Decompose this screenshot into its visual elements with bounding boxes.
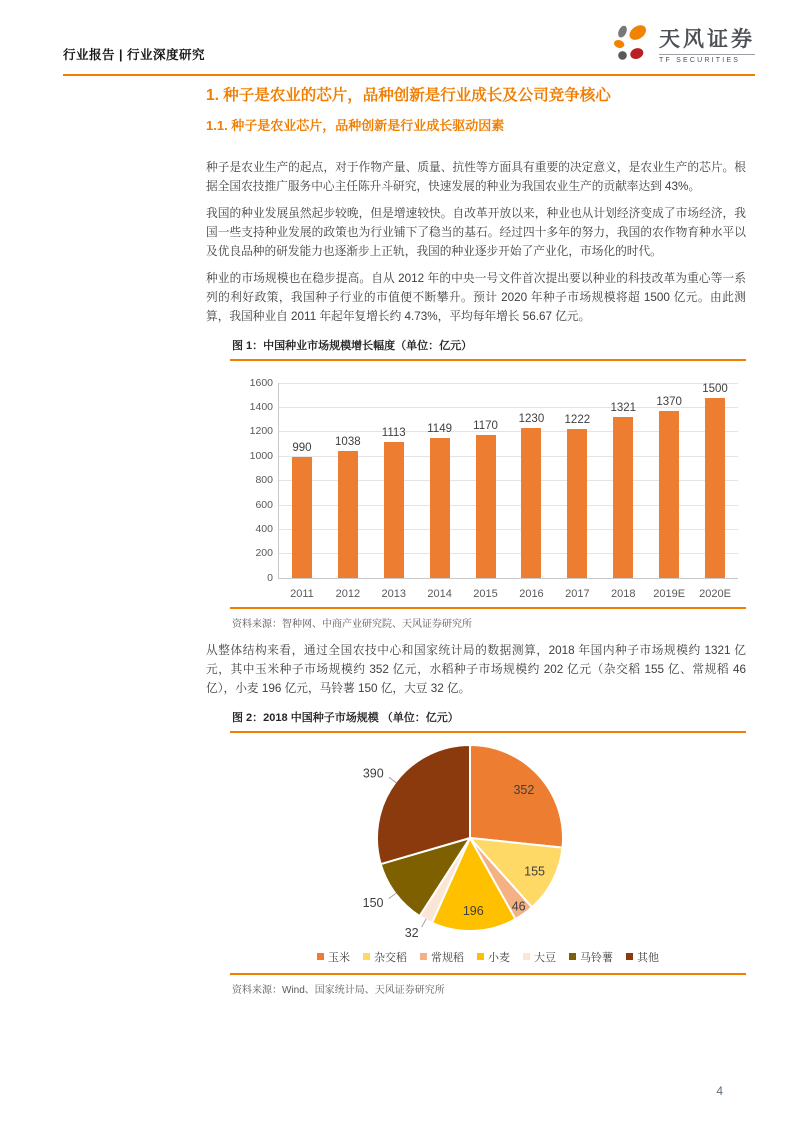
bar-value-label: 1321 [610, 401, 637, 414]
x-tick-label: 2018 [611, 587, 636, 600]
figure-2 [230, 709, 746, 998]
paragraph-1: 种子是农业生产的起点，对于作物产量、质量、抗性等方面具有重要的决定意义，是农业生产的芯片。根据全国农技推广服务中心主任陈升斗研究，快速发展的种业为我国农业生产的贡献率达到 43%。 [206, 161, 746, 193]
logo-name-cn: 天风证券 [659, 28, 755, 52]
legend-swatch [317, 953, 324, 960]
logo-name-en: TF SECURITIES [659, 54, 755, 64]
bar-column [371, 383, 417, 600]
label-leader-line [389, 893, 397, 899]
legend-label: 杂交稻 [374, 951, 407, 964]
x-tick-label: 2019E [653, 587, 686, 600]
x-tick-label: 2012 [335, 587, 361, 600]
x-tick-label: 2013 [381, 587, 406, 600]
legend-item [626, 949, 659, 965]
legend-swatch [420, 953, 427, 960]
bar [476, 435, 496, 578]
x-tick-label: 2011 [290, 587, 314, 600]
y-tick-label: 1000 [249, 449, 273, 462]
bar-value-label: 990 [292, 442, 312, 454]
bar-column [279, 383, 325, 600]
bar-value-label: 1038 [335, 436, 361, 449]
y-tick-label: 0 [267, 571, 273, 584]
legend-label: 马铃薯 [580, 951, 613, 964]
paragraph-3: 种业的市场规模也在稳步提高。自从 2012 年的中央一号文件首次提出要以种业的科技改革为重心等一系列的利好政策，我国种子行业的市值便不断攀升。预计 2020 年种子市场规模将超 1500 亿元。由此测算，我国种业自 2011 年起年复增长约 4.73%，平均每年增长 56.67 亿元。 [206, 271, 746, 323]
bar [384, 442, 404, 578]
bar-column [692, 382, 738, 600]
legend-item [420, 949, 464, 965]
pie-svg [230, 739, 746, 941]
logo-text [659, 29, 755, 63]
legend-item [477, 949, 510, 965]
legend-swatch [626, 953, 633, 960]
bar-column [646, 383, 692, 600]
legend-item [569, 949, 613, 965]
bar [338, 451, 358, 578]
legend-swatch [569, 953, 576, 960]
legend-label: 小麦 [488, 951, 510, 964]
y-tick-label: 1600 [249, 376, 273, 389]
bar-column [417, 383, 463, 600]
label-leader-line [389, 777, 396, 783]
paragraph-4: 从整体结构来看，通过全国农技中心和国家统计局的数据测算，2018 年国内种子市场规模约 1321 亿元，其中玉米种子市场规模约 352 亿元，水稻种子市场规模约 202 亿元（杂交稻 155 亿、常规稻 46 亿），小麦 196 亿元，马铃薯 150 亿，大豆 32 亿。 [206, 643, 746, 695]
x-tick-label: 2015 [473, 587, 498, 600]
legend-item [363, 949, 407, 965]
bar-value-label: 1500 [702, 382, 728, 395]
legend-item [317, 949, 350, 965]
x-tick-label: 2014 [427, 587, 452, 600]
y-tick-label: 400 [255, 522, 273, 535]
bar [292, 457, 312, 578]
pie-value-label: 150 [362, 895, 384, 910]
figure-1 [230, 337, 746, 632]
x-tick-label: 2020E [699, 587, 731, 600]
bar-value-label: 1370 [656, 395, 682, 408]
legend-swatch [477, 953, 484, 960]
bar [521, 428, 541, 578]
section-heading: 1. 种子是农业的芯片，品种创新是行业成长及公司竞争核心 [206, 87, 611, 104]
x-tick-label: 2017 [565, 587, 590, 600]
bar [430, 438, 450, 578]
bar-value-label: 1230 [518, 412, 545, 425]
pie-value-label: 352 [513, 782, 535, 797]
bar-plot [249, 376, 738, 600]
bar [613, 417, 633, 578]
bar-value-label: 1113 [381, 427, 406, 440]
figure-1-caption: 图 1：中国种业市场规模增长幅度（单位：亿元） [230, 337, 746, 361]
figure-2-caption: 图 2：2018 中国种子市场规模 （单位：亿元） [230, 709, 746, 733]
report-type-label: 行业报告 | 行业深度研究 [63, 48, 205, 62]
pie-legend [230, 949, 746, 965]
bar-column [554, 383, 600, 600]
x-tick-label: 2016 [519, 587, 544, 600]
legend-item [523, 949, 556, 965]
paragraph-2: 我国的种业发展虽然起步较晚，但是增速较快。自改革开放以来，种业也从计划经济变成了市场经济，我国一些支持种业发展的政策也为行业铺下了稳当的基石。经过四十多年的努力，我国的农作物育种水平以及优良品种的研发能力也逐渐步上正轨，我国的种业逐步开始了产业化，市场化的时代。 [206, 206, 746, 258]
legend-swatch [363, 953, 370, 960]
flower-petals-icon [612, 23, 654, 70]
y-tick-label: 800 [255, 474, 273, 487]
y-tick-label: 1400 [249, 401, 273, 414]
page-number: 4 [716, 1084, 723, 1098]
subsection-heading: 1.1. 种子是农业芯片，品种创新是行业成长驱动因素 [206, 118, 505, 134]
bar-column [509, 383, 555, 600]
bar-value-label: 1170 [473, 420, 498, 433]
bar [659, 411, 679, 578]
figure-2-source: 资料来源：Wind、国家统计局、天风证券研究所 [230, 973, 746, 998]
report-body [206, 86, 746, 1008]
tf-securities-logo [612, 23, 755, 70]
y-tick-label: 1200 [249, 425, 273, 438]
legend-label: 大豆 [534, 951, 556, 964]
legend-label: 其他 [637, 951, 659, 964]
y-tick-label: 200 [255, 547, 273, 560]
bar-column [600, 383, 646, 600]
legend-swatch [523, 953, 530, 960]
page-header [63, 24, 755, 76]
pie-chart [230, 739, 746, 941]
bar-column [463, 383, 509, 600]
bar [705, 398, 725, 578]
pie-value-label: 196 [462, 903, 484, 918]
pie-value-label: 390 [362, 766, 384, 781]
bar-value-label: 1149 [427, 422, 452, 435]
legend-label: 常规稻 [431, 951, 464, 964]
pie-value-label: 155 [524, 863, 546, 878]
label-leader-line [422, 918, 426, 926]
figure-1-source: 资料来源：智种网、中商产业研究院、天风证券研究所 [230, 607, 746, 632]
bar-chart [230, 367, 746, 605]
bar-column [325, 383, 371, 600]
bar [567, 429, 587, 578]
legend-label: 玉米 [328, 951, 350, 964]
pie-value-label: 32 [404, 925, 419, 940]
pie-value-label: 46 [511, 898, 526, 913]
bar-value-label: 1222 [564, 413, 591, 426]
y-tick-label: 600 [255, 498, 273, 511]
